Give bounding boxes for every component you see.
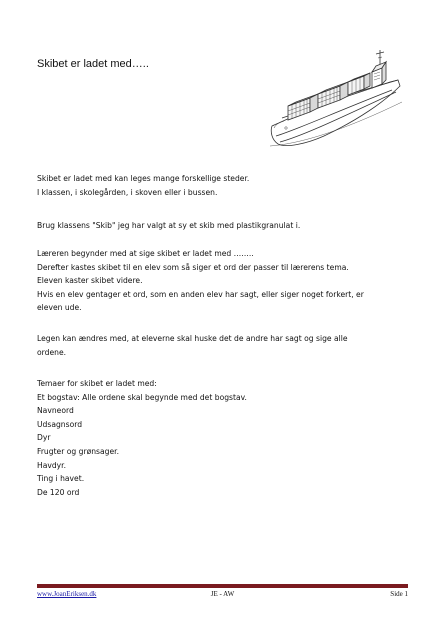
paragraph-rules [37, 247, 364, 315]
text-line: I klassen, i skolegården, i skoven eller i bussen. [37, 187, 218, 197]
footer-author: JE - AW [210, 590, 235, 598]
footer-divider [37, 584, 408, 588]
list-item: Havdyr. [37, 460, 67, 470]
themes-list [37, 377, 247, 499]
list-item: Ting i havet. [37, 474, 85, 484]
page-number: Side 1 [390, 590, 408, 598]
list-item: Udsagnsord [37, 419, 83, 429]
paragraph-variation [37, 332, 348, 359]
text-line: Skibet er ladet med kan leges mange forskellige steder. [37, 174, 250, 183]
themes-heading: Temaer for skibet er ladet med: [37, 379, 157, 388]
text-line: Legen kan ændres med, at eleverne skal huske det de andre har sagt og sige alle [37, 334, 348, 343]
text-line: Derefter kastes skibet til en elev som så siger et ord der passer til lærerens tema. [37, 262, 349, 272]
text-line: Brug klassens "Skib" jeg har valgt at sy et skib med plastikgranulat i. [37, 221, 301, 230]
list-item: Frugter og grønsager. [37, 446, 119, 456]
page-title: Skibet er ladet med….. [37, 58, 149, 70]
list-item: De 120 ord [37, 487, 80, 497]
list-item: Navneord [37, 406, 74, 416]
text-line: eleven ude. [37, 303, 82, 313]
text-line: ordene. [37, 347, 67, 357]
text-line: Hvis en elev gentager et ord, som en anden elev har sagt, eller siger noget forkert, er [37, 289, 364, 299]
text-line: Eleven kaster skibet videre. [37, 276, 143, 286]
paragraph-ship [37, 219, 300, 233]
container-ship-illustration [266, 44, 406, 152]
page-footer [37, 590, 408, 602]
list-item: Dyr [37, 433, 51, 443]
paragraph-intro [37, 172, 249, 199]
website-link[interactable]: www.JoanEriksen.dk [37, 590, 97, 598]
list-item: Et bogstav: Alle ordene skal begynde med det bogstav. [37, 392, 247, 402]
text-line: Læreren begynder med at sige skibet er ladet med …….. [37, 249, 254, 258]
